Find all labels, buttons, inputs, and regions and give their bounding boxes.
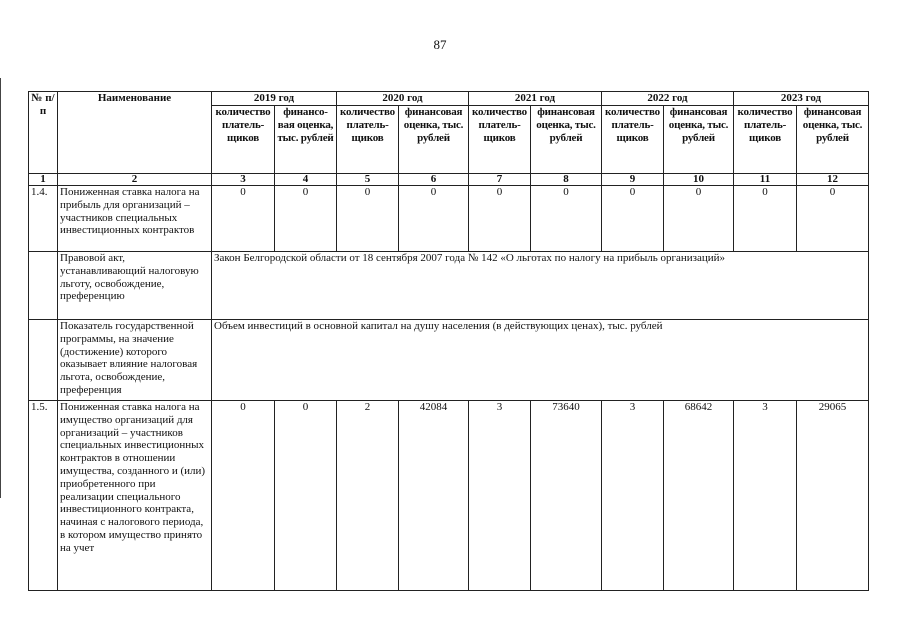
- cell-2020-assessment: 42084: [399, 401, 469, 591]
- header-year-2020: 2020 год: [337, 92, 469, 106]
- header-year-2021: 2021 год: [469, 92, 602, 106]
- column-number: 5: [337, 174, 399, 186]
- cell-2023-assessment: 0: [797, 186, 869, 252]
- cell-2022-payers: 3: [602, 401, 664, 591]
- cell-2022-assessment: 68642: [664, 401, 734, 591]
- header-2023-assessment: финансовая оценка, тыс. рублей: [797, 106, 869, 174]
- table-row-legal-act: [29, 252, 869, 320]
- header-2021-assessment: финансовая оценка, тыс. рублей: [531, 106, 602, 174]
- column-number: 12: [797, 174, 869, 186]
- cell-2019-payers: 0: [212, 186, 275, 252]
- cell-2021-assessment: 0: [531, 186, 602, 252]
- table-row-indicator: [29, 320, 869, 401]
- cell-2021-payers: 3: [469, 401, 531, 591]
- cell-2019-assessment: 0: [275, 401, 337, 591]
- column-number: 7: [469, 174, 531, 186]
- cell-2022-assessment: 0: [664, 186, 734, 252]
- header-2022-payers: количество платель-щиков: [602, 106, 664, 174]
- header-year-2019: 2019 год: [212, 92, 337, 106]
- legal-act-label: Правовой акт, устанавливающий налоговую льготу, освобождение, преференцию: [58, 252, 212, 320]
- header-2020-payers: количество платель-щиков: [337, 106, 399, 174]
- indicator-label: Показатель государственной программы, на значение (достижение) которого оказывает влияние налоговая льгота, освобождение, преференция: [58, 320, 212, 401]
- column-number: 10: [664, 174, 734, 186]
- header-2019-payers: количество платель-щиков: [212, 106, 275, 174]
- header-year-2023: 2023 год: [734, 92, 869, 106]
- row-name: Пониженная ставка налога на имущество организаций для организаций – участников специальных инвестиционных контрактов в отношении имущества, созданного и (или) приобретенного при реализации специального инвестиционного контракта, начиная с налогового периода, в котором имущество принято на учет: [58, 401, 212, 591]
- tax-benefits-table: [28, 91, 869, 591]
- cell-2023-payers: 3: [734, 401, 797, 591]
- table-row: [29, 401, 869, 591]
- column-number: 6: [399, 174, 469, 186]
- column-numbers-row: [29, 174, 869, 186]
- page-number: 87: [433, 37, 447, 52]
- cell-2019-assessment: 0: [275, 186, 337, 252]
- cell-2019-payers: 0: [212, 401, 275, 591]
- page-edge-line: [0, 78, 1, 498]
- header-col-name: Наименование: [58, 92, 212, 174]
- cell-2023-payers: 0: [734, 186, 797, 252]
- cell-2021-assessment: 73640: [531, 401, 602, 591]
- column-number: 9: [602, 174, 664, 186]
- header-2020-assessment: финансовая оценка, тыс. рублей: [399, 106, 469, 174]
- cell-2022-payers: 0: [602, 186, 664, 252]
- header-2022-assessment: финансовая оценка, тыс. рублей: [664, 106, 734, 174]
- header-2019-assessment: финансо-вая оценка, тыс. рублей: [275, 106, 337, 174]
- row-index: 1.4.: [29, 186, 58, 252]
- cell-2021-payers: 0: [469, 186, 531, 252]
- column-number: 8: [531, 174, 602, 186]
- cell-2023-assessment: 29065: [797, 401, 869, 591]
- row-index: 1.5.: [29, 401, 58, 591]
- row-name: Пониженная ставка налога на прибыль для организаций – участников специальных инвестиционных контрактов: [58, 186, 212, 252]
- header-2023-payers: количество платель-щиков: [734, 106, 797, 174]
- column-number: 3: [212, 174, 275, 186]
- cell-2020-payers: 0: [337, 186, 399, 252]
- header-2021-payers: количество платель-щиков: [469, 106, 531, 174]
- column-number: 11: [734, 174, 797, 186]
- legal-act-text: Закон Белгородской области от 18 сентября 2007 года № 142 «О льготах по налогу на прибыль организаций»: [212, 252, 869, 320]
- column-number: 4: [275, 174, 337, 186]
- column-number: 1: [29, 174, 58, 186]
- row-index-empty: [29, 320, 58, 401]
- cell-2020-assessment: 0: [399, 186, 469, 252]
- row-index-empty: [29, 252, 58, 320]
- header-year-2022: 2022 год: [602, 92, 734, 106]
- indicator-text: Объем инвестиций в основной капитал на душу населения (в действующих ценах), тыс. рублей: [212, 320, 869, 401]
- column-number: 2: [58, 174, 212, 186]
- header-col-number: № п/п: [29, 92, 58, 174]
- cell-2020-payers: 2: [337, 401, 399, 591]
- table-row: [29, 186, 869, 252]
- header-years-row: [29, 92, 869, 106]
